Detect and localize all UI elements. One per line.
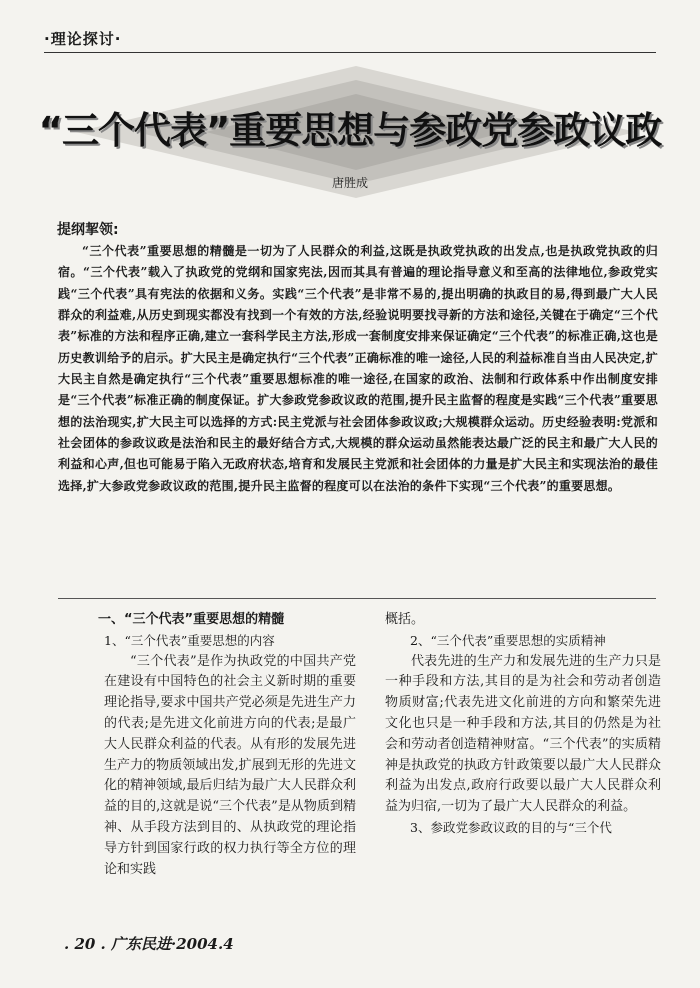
- subheading-3: 3、参政党参政议政的目的与“三个代: [410, 819, 612, 835]
- paragraph-1: “三个代表”是作为执政党的中国共产党在建设有中国特色的社会主义新时期的重要理论指导,要求中国共产党必须是先进生产力的代表;是先进文化前进方向的代表;是最广大人民群众利益的代表。从有形的发展先进生产力的物质领域出发,扩展到无形的先进文化的精神领域,最后归结为最广大人民群众利益的目的,这就是说“三个代表”是从物质到精神、从手段方法到目的、从执政党的理论指导方针到国家行政的权力执行等全方位的理论和实践: [104, 653, 356, 877]
- section-label: ·理论探讨·: [44, 30, 122, 48]
- journal-name: 广东民进·2004.4: [111, 935, 234, 953]
- subheading-2: 2、“三个代表”重要思想的实质精神: [410, 632, 606, 648]
- section-heading: 一、“三个代表”重要思想的精髓: [98, 612, 285, 627]
- paragraph-2: 代表先进的生产力和发展先进的生产力只是一种手段和方法,其目的是为社会和劳动者创造物质财富;代表先进文化前进的方向和繁荣先进文化也只是一种手段和方法,其目的仍然是为社会和劳动者创造精神财富。“三个代表”的实质精神是执政党的执政方针政策要以最广大人民群众利益为出发点,政府行政要以最广大人民群众利益为归宿,一切为了最广大人民群众的利益。: [385, 653, 661, 815]
- author-name: 唐胜成: [331, 176, 368, 190]
- header-divider: [44, 52, 656, 53]
- paragraph-continuation: 概括。: [385, 612, 425, 627]
- subheading-1: 1、“三个代表”重要思想的内容: [104, 632, 275, 648]
- article-title: “三个代表”重要思想与参政党参政议政: [38, 109, 662, 152]
- abstract-text: “三个代表”重要思想的精髓是一切为了人民群众的利益,这既是执政党执政的出发点,也是执政党执政的归宿。“三个代表”载入了执政党的党纲和国家宪法,因而其具有普遍的理论指导意义和至高的法律地位,参政党实践“三个代表”具有宪法的依据和义务。实践“三个代表”是非常不易的,提出明确的执政目的易,得到最广大人民群众的利益难,从历史到现实都没有找到一个有效的方法,经验说明要找寻新的方法和途径,关键在于确定“三个代表”标准的方法和程序正确,建立一套科学民主方法,形成一套制度安排来保证确定“三个代表”的标准正确,这也是历史教训给予的启示。扩大民主是确定执行“三个代表”正确标准的唯一途径,人民的利益标准自当由人民决定,扩大民主自然是确定执行“三个代表”重要思想标准的唯一途径,在国家的政治、法制和行政体系中作出制度安排是“三个代表”标准正确的制度保证。扩大参政党参政议政的范围,提升民主监督的程度是实践“三个代表”重要思想的法治现实,扩大民主可以选择的方式:民主党派与社会团体参政议政;大规模群众运动。历史经验表明:党派和社会团体的参政议政是法治和民主的最好结合方式,大规模的群众运动虽然能表达最广泛的民主和最广大人民的利益和心声,但也可能易于陷入无政府状态,培育和发展民主党派和社会团体的力量是扩大民主和实现法治的最佳选择,扩大参政党参政议政的范围,提升民主监督的程度可以在法治的条件下实现“三个代表”的重要思想。: [58, 244, 658, 493]
- abstract-heading: 提纲挈领:: [57, 222, 119, 238]
- page-footer: [64, 933, 234, 954]
- right-column: [385, 610, 661, 839]
- left-column: [98, 610, 356, 880]
- abstract-divider: [58, 598, 656, 599]
- page-number: . 20 .: [64, 935, 106, 953]
